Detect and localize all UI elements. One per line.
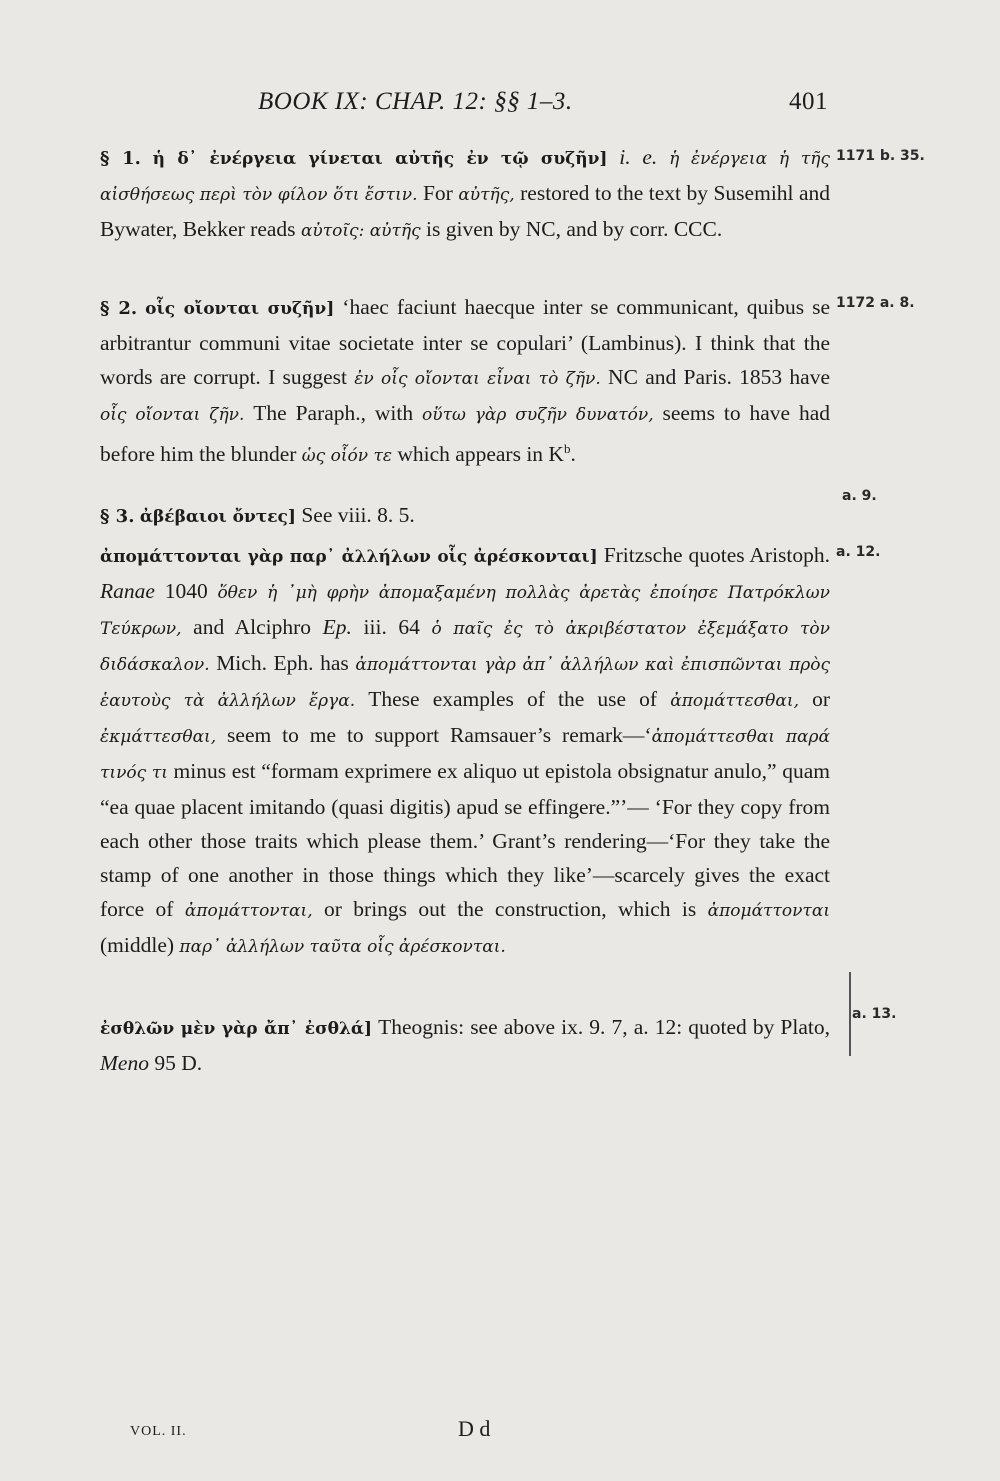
margin-reference: 1171 b. 35. [836,148,925,164]
paragraph-section-1 [100,140,830,248]
greek-text: οἷς οἴονται ζῆν. [100,405,245,425]
running-title: BOOK IX: CHAP. 12: §§ 1–3. [258,88,573,115]
work-title: Meno [100,1051,149,1075]
signature-mark: D d [458,1416,491,1441]
body-text: These examples of the use of [368,687,658,711]
greek-lemma: οἷς οἴονται συζῆν] [145,299,335,319]
greek-text: ἀπομάττονται γὰρ ἀπ᾽ ἀλλήλων καὶ ἐπισπῶνται πρὸς ἑαυτοὺς τὰ ἀλλήλων ἔργα. [100,655,830,711]
body-text: which appears in K [397,442,564,467]
greek-text: ὡς οἷόν τε [301,446,392,467]
volume-label: VOL. II. [130,1424,187,1439]
greek-lemma: ἐσθλῶν μὲν γὰρ ἄπ᾽ ἐσθλά] [100,1019,373,1039]
greek-text: ὅθεν ἡ ᾽μὴ φρὴν ἀπομαξαμένη πολλὰς ἀρετὰς ἐποίησε Πατρόκλων Τεύκρων, [100,583,830,639]
margin-rule [849,972,851,1056]
body-text: or [812,687,831,711]
body-text: 1040 [164,579,208,603]
body-text: restored to the text by Susemihl and Bywater, Bekker reads [100,181,831,241]
body-text: and Alciphro [193,615,312,639]
body-text: NC and Paris. 1853 have [608,365,831,389]
greek-lemma: ἀβέβαιοι ὄντες] [139,507,296,527]
section-number: § 2. [100,298,138,319]
running-header [258,88,828,124]
body-text: The Paraph., with [253,401,414,425]
margin-reference: a. 12. [836,544,881,560]
greek-text: ἀπομάττεσθαι, [670,691,799,711]
greek-text: οὕτω γὰρ συζῆν δυνατόν, [422,405,654,425]
paragraph-esthlon [100,1010,830,1080]
body-text: (middle) [100,933,175,957]
body-text: See viii. 8. 5. [301,503,415,527]
section-number: § 3. [100,506,135,527]
paragraph-section-3 [100,498,830,534]
body-text: Theognis: see above ix. 9. 7, a. 12: [378,1015,683,1039]
greek-text: αὐτῆς, [458,185,515,205]
superscript: b [563,441,571,456]
greek-text: αὐτῆς [369,221,421,241]
body-text: quoted by Plato, [688,1015,830,1039]
body-text: Mich. Eph. has [216,651,349,675]
paragraph-section-2 [100,290,830,473]
margin-reference: 1172 a. 8. [836,295,915,311]
greek-text: παρ᾽ ἀλλήλων ταῦτα οἷς ἀρέσκονται. [179,937,506,957]
greek-lemma: ἀπομάττονται γὰρ παρ᾽ ἀλλήλων οἷς ἀρέσκονται] [100,547,598,567]
greek-text: ἐν οἷς οἴονται εἶναι τὸ ζῆν. [354,369,601,389]
section-number: § 1. [100,148,141,169]
greek-text: ὁ παῖς ἐς τὸ ἀκριβέστατον ἐξεμάξατο τὸν διδάσκαλον. [100,619,831,675]
body-text: seem to me to support Ramsauer’s remark—‘ [227,723,652,747]
paragraph-apomattontai [100,538,830,964]
greek-text: αὐτοῖς: [300,221,365,241]
greek-text: ἡ ἐνέργεια ἡ τῆς αἰσθήσεως περὶ τὸν φίλον ὅτι ἔστιν. [100,149,830,205]
body-text: 95 D. [154,1051,203,1075]
ie-abbrev: i. e. [619,145,658,169]
body-text: minus est “formam exprimere ex aliquo ut epistola obsignatur anulo,” quam “ea quae placent imitando (quasi digitis) apud se effingere.”’— ‘For they copy from each other those traits which please them.’ Grant’s rendering—‘For they take the stamp of one another in those things which they like’—scarcely gives the exact force of [100,759,830,921]
page-number: 401 [789,88,828,115]
greek-text: ἀπομάττονται [707,901,830,921]
body-text: is given by NC, and by corr. CCC. [426,217,723,241]
greek-text: ἀπομάττονται, [184,901,313,921]
margin-reference: a. 9. [842,488,877,504]
body-text: . [570,442,576,467]
greek-text: ἐκμάττεσθαι, [100,727,217,747]
greek-text: ἀπομάττεσθαι παρά τινός τι [100,727,830,783]
body-text: or brings out the construction, which is [323,897,697,921]
body-text: ‘haec faciunt haecque inter se communicant, quibus se arbitrantur communi vitae societate inter se copulari’ (Lambinus). I think that the words are corrupt. I suggest [100,295,831,389]
margin-reference: a. 13. [852,1006,897,1022]
body-text: iii. 64 [363,615,420,639]
body-text: Fritzsche quotes Aristoph. [603,543,831,567]
work-title: Ranae [100,579,155,603]
body-text: seems to have had before him the blunder [100,401,830,467]
work-title: Ep. [322,615,352,639]
greek-lemma: ἡ δ᾽ ἐνέργεια γίνεται αὐτῆς ἐν τῷ συζῆν] [152,149,608,169]
body-text: For [422,181,453,205]
